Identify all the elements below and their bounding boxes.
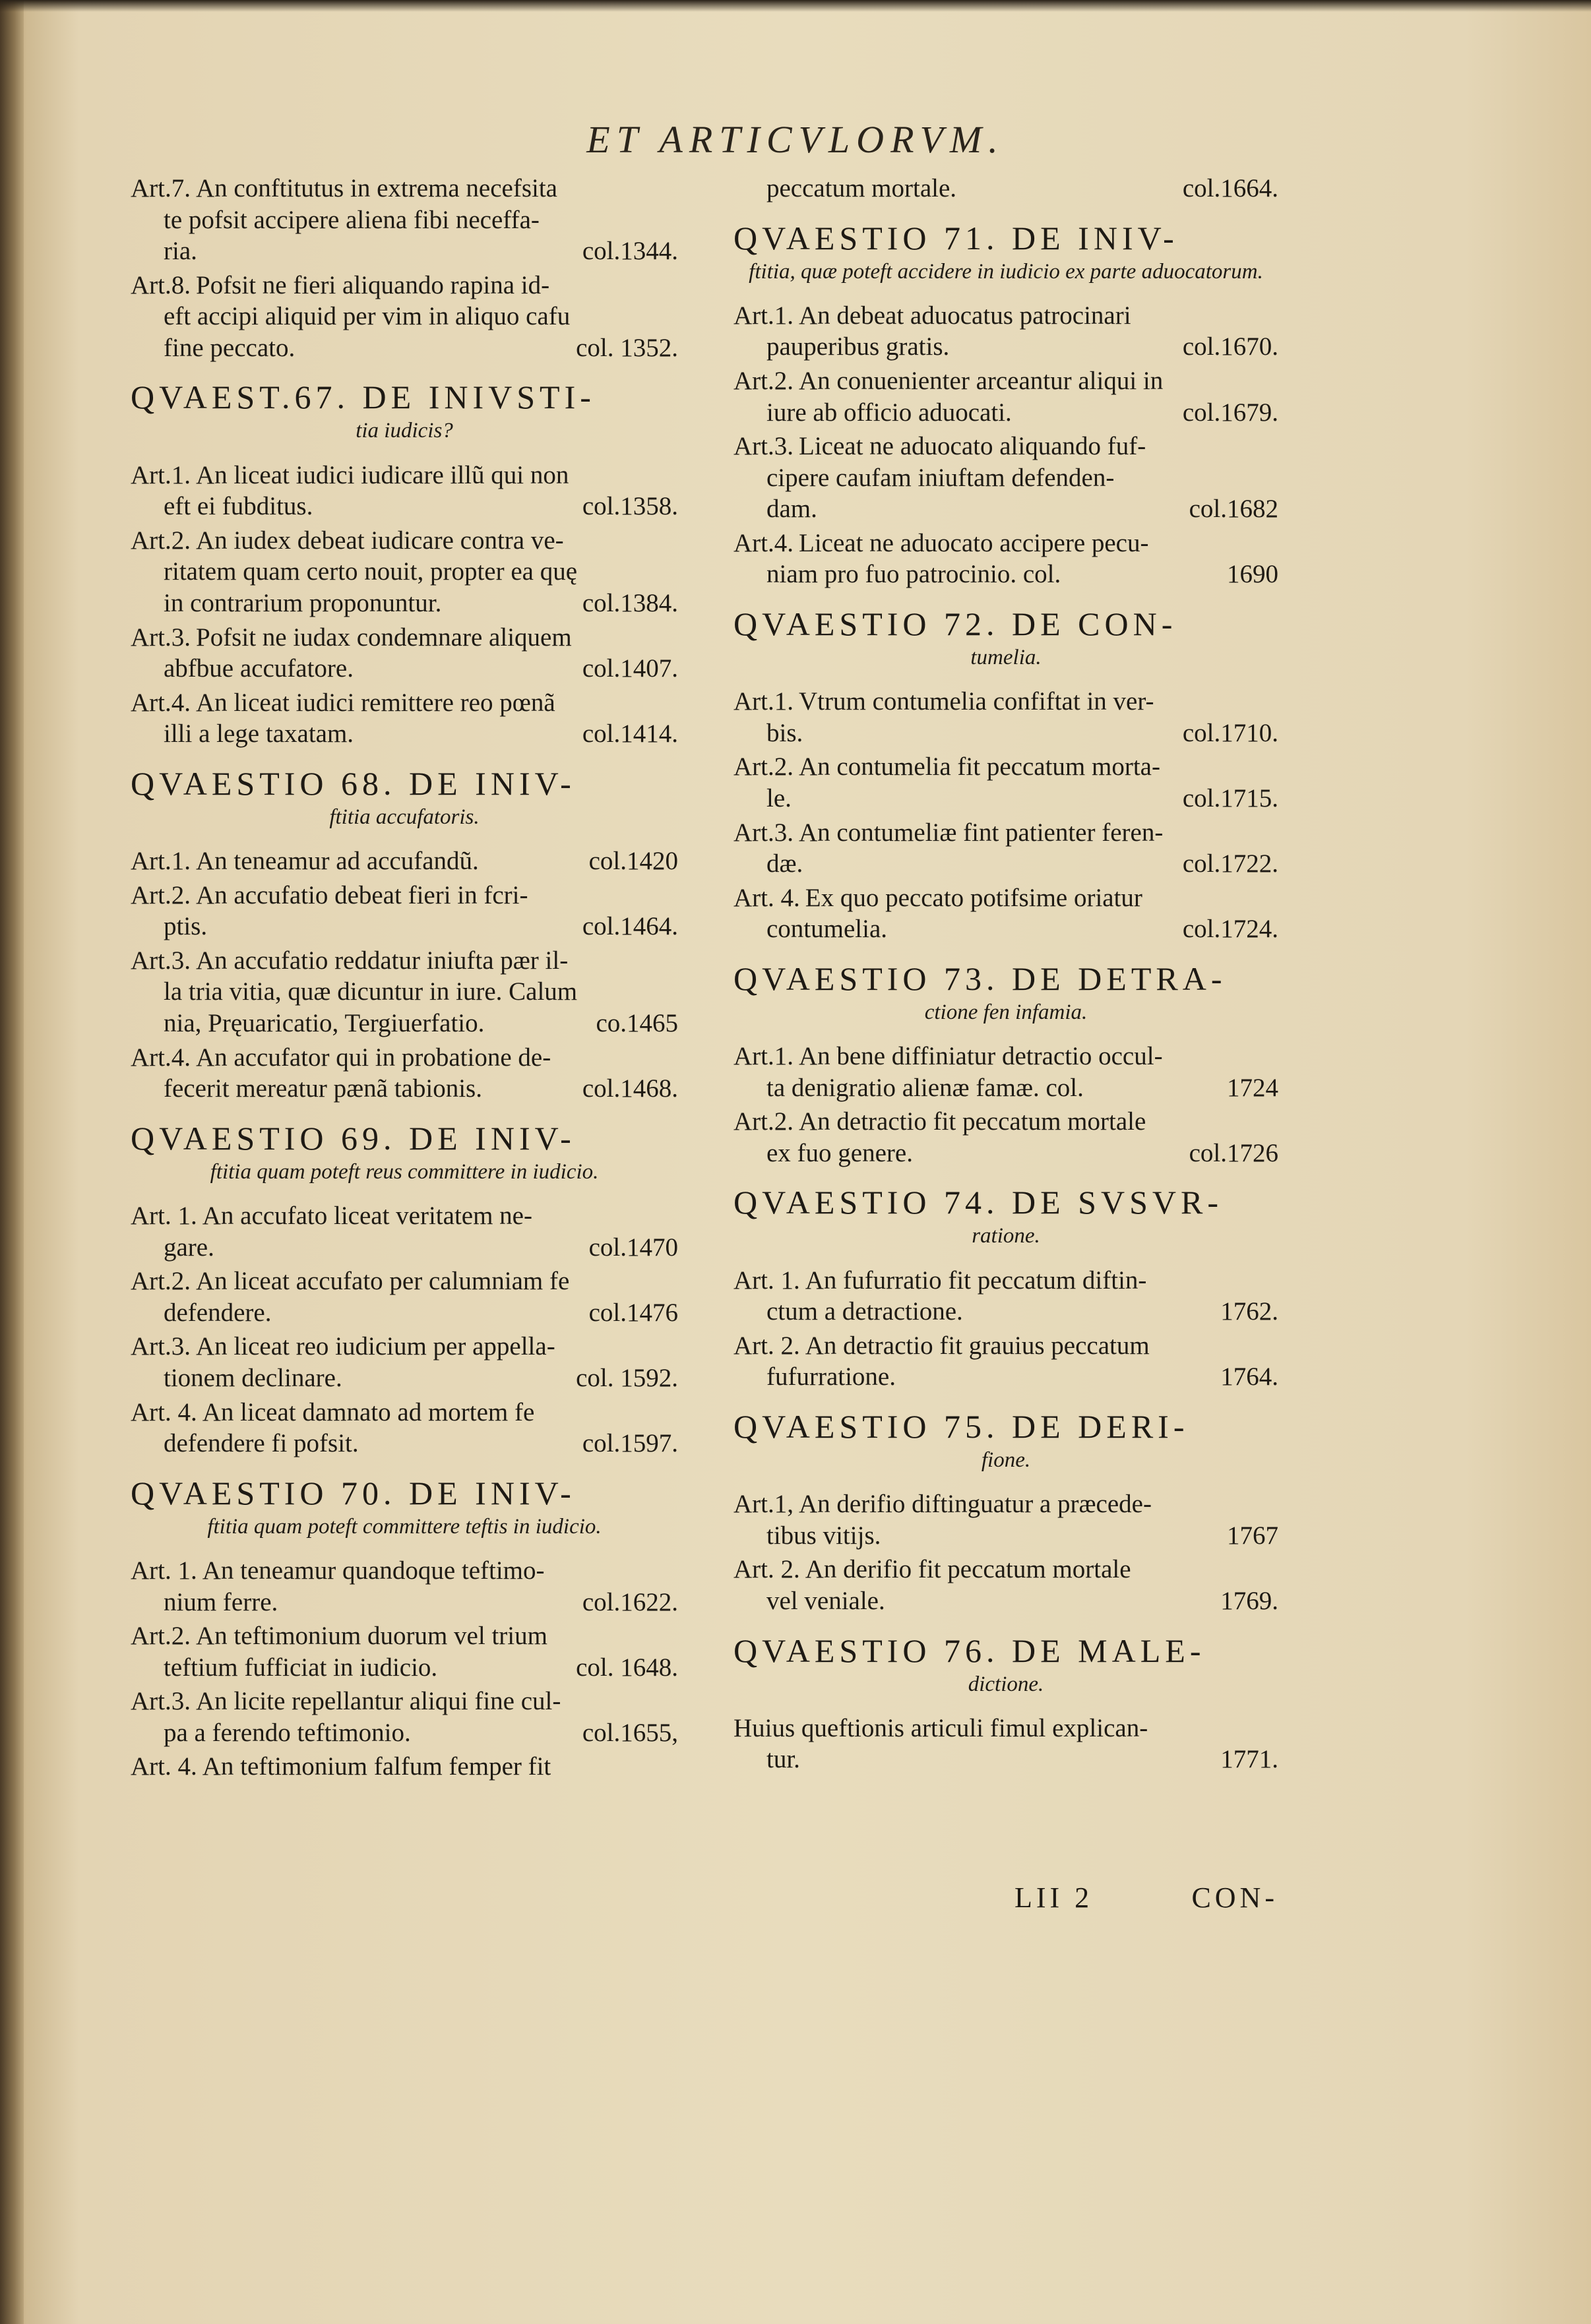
article-text: eft ei fubditus. bbox=[164, 492, 313, 521]
article-line bbox=[131, 1331, 678, 1362]
running-head: ET ARTICVLORVM. bbox=[586, 118, 1005, 161]
article-text: An teftimonium falfum femper fit bbox=[202, 1752, 551, 1781]
article-label: Art.7. bbox=[131, 174, 191, 202]
article-text: ria. bbox=[164, 237, 197, 266]
article-line bbox=[733, 783, 1278, 814]
article-line bbox=[733, 882, 1278, 914]
article-line bbox=[131, 1073, 678, 1105]
article-text: dæ. bbox=[766, 849, 803, 878]
article-line bbox=[131, 1751, 678, 1783]
article-text: pa a ferendo teftimonio. bbox=[164, 1718, 411, 1747]
article-line bbox=[131, 1686, 678, 1717]
article-text: dam. bbox=[766, 495, 817, 524]
article-text: ex fuo genere. bbox=[766, 1138, 913, 1167]
article-text: An derifio diftinguatur a præcede- bbox=[799, 1490, 1152, 1519]
column-reference: col. 1352. bbox=[576, 333, 678, 362]
article-text: fecerit mereatur pænã tabionis. bbox=[164, 1074, 482, 1103]
article-entry bbox=[733, 431, 1278, 525]
question-subtitle: dictione. bbox=[968, 1672, 1044, 1696]
article-line bbox=[131, 332, 678, 364]
article-line bbox=[131, 1555, 678, 1587]
article-text: ta denigratio alienæ famæ. col. bbox=[766, 1073, 1084, 1102]
article-line bbox=[131, 1428, 678, 1459]
article-entry bbox=[733, 300, 1278, 363]
question-subtitle: tia iudicis? bbox=[356, 419, 453, 443]
article-line bbox=[733, 1041, 1278, 1072]
article-entry bbox=[131, 525, 678, 619]
article-label: Art.2. bbox=[733, 752, 794, 781]
article-label: Art. 4. bbox=[733, 883, 800, 912]
continuation-line bbox=[733, 173, 1278, 204]
article-entry bbox=[131, 845, 678, 877]
article-label: Art.4. bbox=[131, 688, 191, 717]
article-label: Art.3. bbox=[131, 623, 191, 652]
article-entry bbox=[131, 945, 678, 1039]
column-reference: col.1679. bbox=[1182, 398, 1278, 427]
article-line bbox=[131, 976, 678, 1008]
article-line bbox=[131, 173, 678, 204]
article-line bbox=[733, 300, 1278, 332]
article-line bbox=[131, 1200, 678, 1232]
article-line bbox=[733, 1361, 1278, 1393]
article-text: An debeat aduocatus patrocinari bbox=[799, 301, 1131, 330]
article-text: An detractio fit peccatum mortale bbox=[799, 1107, 1146, 1136]
article-line bbox=[131, 718, 678, 750]
question-heading: QVAESTIO 70. DE INIV- bbox=[131, 1474, 576, 1512]
article-text: teftium fufficiat in iudicio. bbox=[164, 1653, 438, 1682]
article-text: An accufatio debeat fieri in fcri- bbox=[196, 880, 528, 909]
book-gutter bbox=[0, 0, 24, 2324]
column-reference: col.1420 bbox=[588, 847, 678, 876]
article-entry bbox=[131, 270, 678, 364]
article-text: An bene diffiniatur detractio occul- bbox=[799, 1042, 1163, 1071]
article-text: te pofsit accipere aliena fibi neceffa- bbox=[164, 205, 540, 234]
article-label: Art. 1. bbox=[131, 1556, 197, 1585]
column-reference: col.1358. bbox=[582, 492, 678, 521]
article-line bbox=[733, 848, 1278, 880]
column-reference: col.1470 bbox=[588, 1233, 678, 1262]
article-text: bis. bbox=[766, 718, 803, 747]
question-subtitle: fione. bbox=[981, 1448, 1031, 1473]
article-label: Art.1. bbox=[733, 1042, 794, 1071]
article-text: illi a lege taxatam. bbox=[164, 719, 354, 749]
article-line bbox=[733, 1296, 1278, 1328]
article-text: An licite repellantur aliqui fine cul- bbox=[196, 1687, 561, 1716]
article-label: Art. 1. bbox=[131, 1202, 197, 1231]
article-text: An derifio fit peccatum mortale bbox=[805, 1555, 1131, 1584]
article-entry bbox=[733, 1041, 1278, 1103]
article-line bbox=[733, 1265, 1278, 1297]
article-entry bbox=[733, 528, 1278, 590]
article-text: An conftitutus in extrema necefsita bbox=[196, 174, 557, 202]
article-label: Art.1. bbox=[131, 460, 191, 489]
article-text: in contrarium proponuntur. bbox=[164, 589, 442, 618]
article-label: Art. 4. bbox=[131, 1752, 197, 1781]
article-line bbox=[131, 525, 678, 557]
article-entry bbox=[733, 1330, 1278, 1393]
right-column bbox=[733, 173, 1278, 1778]
article-label: Art. 2. bbox=[733, 1331, 800, 1360]
column-reference: col.1464. bbox=[582, 912, 678, 941]
column-reference: col.1670. bbox=[1182, 332, 1278, 361]
article-line bbox=[733, 686, 1278, 718]
article-label: Art.3. bbox=[131, 946, 191, 975]
column-reference: co.1465 bbox=[596, 1009, 678, 1038]
question-heading: QVAEST.67. DE INIVSTI- bbox=[131, 379, 596, 416]
article-entry bbox=[733, 686, 1278, 749]
article-entry bbox=[131, 1686, 678, 1748]
article-line bbox=[131, 911, 678, 942]
article-text: niam pro fuo patrocinio. col. bbox=[766, 560, 1061, 589]
article-line bbox=[733, 1585, 1278, 1617]
question-subtitle: ftitia accufatoris. bbox=[329, 805, 480, 829]
column-reference: col.1344. bbox=[582, 237, 678, 266]
article-text: An iudex debeat iudicare contra ve- bbox=[196, 526, 564, 555]
article-text: nium ferre. bbox=[164, 1587, 278, 1616]
article-text: le. bbox=[766, 784, 792, 813]
column-reference: 1724 bbox=[1227, 1073, 1278, 1102]
article-entry bbox=[733, 1488, 1278, 1551]
article-line bbox=[131, 556, 678, 588]
question-heading: QVAESTIO 76. DE MALE- bbox=[733, 1632, 1206, 1669]
article-text: An liceat reo iudicium per appella- bbox=[196, 1332, 555, 1361]
article-label: Art.1. bbox=[733, 687, 794, 716]
article-label: Art.4. bbox=[733, 528, 794, 557]
article-line bbox=[733, 1488, 1278, 1520]
article-line bbox=[733, 462, 1278, 494]
article-line bbox=[733, 559, 1278, 590]
article-text: An teneamur ad accufandũ. bbox=[196, 847, 479, 876]
article-entry bbox=[733, 1265, 1278, 1328]
article-line bbox=[131, 1587, 678, 1618]
column-reference: col.1726 bbox=[1189, 1138, 1278, 1167]
article-line bbox=[733, 1330, 1278, 1362]
question-subtitle: ratione. bbox=[972, 1224, 1040, 1248]
article-text: gare. bbox=[164, 1233, 214, 1262]
article-entry bbox=[131, 622, 678, 685]
column-reference: col.1724. bbox=[1182, 915, 1278, 944]
article-entry bbox=[131, 173, 678, 267]
article-label: Art. 1. bbox=[733, 1266, 800, 1295]
article-text: An accufator qui in probatione de- bbox=[196, 1043, 551, 1072]
article-line bbox=[733, 493, 1278, 525]
article-line bbox=[733, 431, 1278, 462]
article-entry bbox=[131, 1620, 678, 1683]
column-reference: col. 1592. bbox=[576, 1363, 678, 1392]
column-reference: 1769. bbox=[1220, 1587, 1278, 1616]
article-text: nia, Pręuaricatio, Tergiuerfatio. bbox=[164, 1009, 485, 1038]
article-line bbox=[131, 1008, 678, 1039]
question-subtitle: ftitia quam poteft committere teftis in iudicio. bbox=[207, 1514, 602, 1539]
article-line bbox=[131, 1652, 678, 1684]
column-reference: 1771. bbox=[1220, 1745, 1278, 1774]
article-text: An liceat accufato per calumniam fe bbox=[196, 1267, 570, 1296]
article-line bbox=[131, 204, 678, 236]
article-line bbox=[131, 945, 678, 977]
article-text: tionem declinare. bbox=[164, 1363, 342, 1392]
article-label: Art.8. bbox=[131, 270, 191, 299]
column-reference: col.1710. bbox=[1182, 718, 1278, 747]
article-text: An liceat iudici iudicare illũ qui non bbox=[196, 460, 569, 489]
article-text: An accufato liceat veritatem ne- bbox=[202, 1202, 532, 1231]
article-text: ptis. bbox=[164, 912, 208, 941]
article-line bbox=[733, 1554, 1278, 1585]
article-line bbox=[733, 1520, 1278, 1552]
column-reference: col.1468. bbox=[582, 1074, 678, 1103]
column-reference: col.1664. bbox=[1182, 174, 1278, 202]
article-line bbox=[733, 1072, 1278, 1104]
article-text: Pofsit ne iudax condemnare aliquem bbox=[196, 623, 572, 652]
article-label: Art.2. bbox=[131, 880, 191, 909]
question-subtitle: ftitia, quæ poteft accidere in iudicio ex parte aduocatorum. bbox=[749, 259, 1263, 284]
question-heading: QVAESTIO 68. DE INIV- bbox=[131, 764, 576, 802]
article-label: Art.1, bbox=[733, 1490, 794, 1519]
article-line bbox=[131, 1717, 678, 1749]
signature-mark: LII 2 bbox=[1014, 1881, 1094, 1914]
article-entry bbox=[733, 1106, 1278, 1169]
article-text: iure ab officio aduocati. bbox=[766, 398, 1012, 427]
article-line bbox=[131, 460, 678, 491]
article-entry bbox=[733, 365, 1278, 428]
article-line bbox=[733, 1744, 1278, 1775]
article-line bbox=[131, 622, 678, 654]
article-text: defendere. bbox=[164, 1298, 272, 1327]
left-column bbox=[131, 173, 678, 1785]
article-text: An teneamur quandoque teftimo- bbox=[202, 1556, 545, 1585]
article-text: abfbue accufatore. bbox=[164, 654, 354, 683]
column-reference: col.1597. bbox=[582, 1429, 678, 1458]
article-entry bbox=[131, 687, 678, 750]
article-line bbox=[733, 365, 1278, 397]
article-label: Art.1. bbox=[131, 847, 191, 876]
article-text: defendere fi pofsit. bbox=[164, 1429, 359, 1458]
article-text: fufurratione. bbox=[766, 1362, 896, 1391]
article-text: An detractio fit grauius peccatum bbox=[805, 1331, 1150, 1360]
article-line bbox=[131, 653, 678, 685]
article-entry bbox=[733, 817, 1278, 880]
article-label: Art.3. bbox=[733, 818, 794, 847]
question-subtitle: ftitia quam poteft reus committere in iudicio. bbox=[210, 1159, 599, 1184]
article-line bbox=[131, 1266, 678, 1297]
article-text: ritatem quam certo nouit, propter ea quę bbox=[164, 557, 578, 586]
article-text: tur. bbox=[766, 1745, 800, 1774]
article-entry bbox=[131, 1200, 678, 1263]
column-reference: col.1715. bbox=[1182, 784, 1278, 813]
article-label: Art.3. bbox=[733, 432, 794, 461]
column-reference: col.1622. bbox=[582, 1587, 678, 1616]
catchword: CON- bbox=[1191, 1881, 1278, 1914]
question-heading: QVAESTIO 73. DE DETRA- bbox=[733, 960, 1227, 997]
article-entry bbox=[131, 880, 678, 942]
article-text: la tria vitia, quæ dicuntur in iure. Calum bbox=[164, 977, 578, 1006]
article-line bbox=[733, 331, 1278, 363]
article-line bbox=[733, 817, 1278, 849]
article-line bbox=[131, 880, 678, 911]
article-label: Art.4. bbox=[131, 1043, 191, 1072]
question-heading: QVAESTIO 74. DE SVSVR- bbox=[733, 1184, 1224, 1221]
article-text: vel veniale. bbox=[766, 1587, 885, 1616]
article-text: Pofsit ne fieri aliquando rapina id- bbox=[196, 270, 550, 299]
article-line bbox=[733, 397, 1278, 429]
column-reference: 1690 bbox=[1227, 560, 1278, 589]
article-text: An accufatio reddatur iniufta pær il- bbox=[196, 946, 569, 975]
article-label: Art.2. bbox=[733, 366, 794, 395]
question-heading: QVAESTIO 75. DE DERI- bbox=[733, 1408, 1189, 1446]
article-text: An teftimonium duorum vel trium bbox=[196, 1622, 547, 1651]
column-reference: col.1384. bbox=[582, 589, 678, 618]
article-label: Art.2. bbox=[131, 1622, 191, 1651]
article-text: An liceat iudici remittere reo pœnã bbox=[196, 688, 555, 717]
article-label: Art.2. bbox=[131, 1267, 191, 1296]
article-line bbox=[131, 301, 678, 332]
article-entry bbox=[131, 1331, 678, 1393]
article-line bbox=[131, 491, 678, 522]
article-line bbox=[131, 845, 678, 877]
article-text: An conuenienter arceantur aliqui in bbox=[799, 366, 1164, 395]
article-text: Vtrum contumelia confiftat in ver- bbox=[799, 687, 1154, 716]
article-entry bbox=[733, 1554, 1278, 1616]
article-text: fine peccato. bbox=[164, 333, 296, 362]
article-text: Ex quo peccato potifsime oriatur bbox=[805, 883, 1142, 912]
article-text: ctum a detractione. bbox=[766, 1297, 963, 1326]
article-line bbox=[131, 1232, 678, 1264]
column-reference: col.1722. bbox=[1182, 849, 1278, 878]
article-text: Huius queftionis articuli fimul explican- bbox=[733, 1713, 1148, 1742]
question-subtitle: ctione fen infamia. bbox=[924, 1000, 1088, 1024]
column-reference: col.1407. bbox=[582, 654, 678, 683]
article-label: Art.3. bbox=[131, 1332, 191, 1361]
article-label: Art.3. bbox=[131, 1687, 191, 1716]
article-entry bbox=[131, 1042, 678, 1105]
column-reference: col.1476 bbox=[588, 1298, 678, 1327]
article-line bbox=[131, 270, 678, 301]
article-line bbox=[733, 1138, 1278, 1169]
article-text: cipere caufam iniuftam defenden- bbox=[766, 463, 1115, 492]
question-heading: QVAESTIO 71. DE INIV- bbox=[733, 219, 1179, 257]
article-text: An liceat damnato ad mortem fe bbox=[202, 1397, 535, 1426]
article-text: Liceat ne aduocato aliquando fuf- bbox=[799, 432, 1146, 461]
article-line bbox=[733, 751, 1278, 783]
column-reference: col.1655, bbox=[582, 1718, 678, 1747]
article-text: An contumelia fit peccatum morta- bbox=[799, 752, 1160, 781]
article-label: Art.1. bbox=[733, 301, 794, 330]
article-text: eft accipi aliquid per vim in aliquo cafu bbox=[164, 302, 571, 331]
question-subtitle: tumelia. bbox=[970, 646, 1042, 670]
article-entry bbox=[131, 1266, 678, 1328]
article-label: Art.2. bbox=[733, 1107, 794, 1136]
article-entry bbox=[131, 1397, 678, 1459]
article-label: Art. 4. bbox=[131, 1397, 197, 1426]
article-text: An fufurratio fit peccatum diftin- bbox=[805, 1266, 1147, 1295]
article-line bbox=[131, 1042, 678, 1074]
article-line bbox=[131, 1297, 678, 1329]
article-entry bbox=[131, 1751, 678, 1783]
article-line bbox=[733, 528, 1278, 559]
article-line bbox=[131, 1620, 678, 1652]
article-entry bbox=[733, 751, 1278, 814]
article-text: An contumeliæ fint patienter feren- bbox=[799, 818, 1164, 847]
article-entry bbox=[131, 460, 678, 522]
column-reference: 1762. bbox=[1220, 1297, 1278, 1326]
article-text: tibus vitijs. bbox=[766, 1521, 881, 1550]
article-text: contumelia. bbox=[766, 915, 888, 944]
column-reference: 1764. bbox=[1220, 1362, 1278, 1391]
article-line bbox=[733, 1106, 1278, 1138]
question-heading: QVAESTIO 69. DE INIV- bbox=[131, 1119, 576, 1157]
question-heading: QVAESTIO 72. DE CON- bbox=[733, 605, 1177, 643]
page-footer bbox=[1014, 1881, 1278, 1914]
article-line bbox=[733, 718, 1278, 749]
article-text: pauperibus gratis. bbox=[766, 332, 950, 361]
article-entry bbox=[733, 882, 1278, 945]
top-edge-shadow bbox=[0, 0, 1591, 12]
article-line bbox=[131, 687, 678, 719]
article-text: Liceat ne aduocato accipere pecu- bbox=[799, 528, 1149, 557]
column-reference: 1767 bbox=[1227, 1521, 1278, 1550]
column-reference: col.1414. bbox=[582, 719, 678, 749]
article-line bbox=[131, 1397, 678, 1428]
article-line bbox=[733, 1713, 1278, 1744]
continuation-text: peccatum mortale. bbox=[766, 174, 957, 202]
article-line bbox=[131, 1362, 678, 1394]
article-entry bbox=[733, 1713, 1278, 1775]
article-label: Art.2. bbox=[131, 526, 191, 555]
column-reference: col.1682 bbox=[1189, 495, 1278, 524]
article-line bbox=[131, 235, 678, 267]
column-reference: col. 1648. bbox=[576, 1653, 678, 1682]
article-line bbox=[131, 588, 678, 619]
article-entry bbox=[131, 1555, 678, 1618]
article-label: Art. 2. bbox=[733, 1555, 800, 1584]
article-line bbox=[733, 913, 1278, 945]
